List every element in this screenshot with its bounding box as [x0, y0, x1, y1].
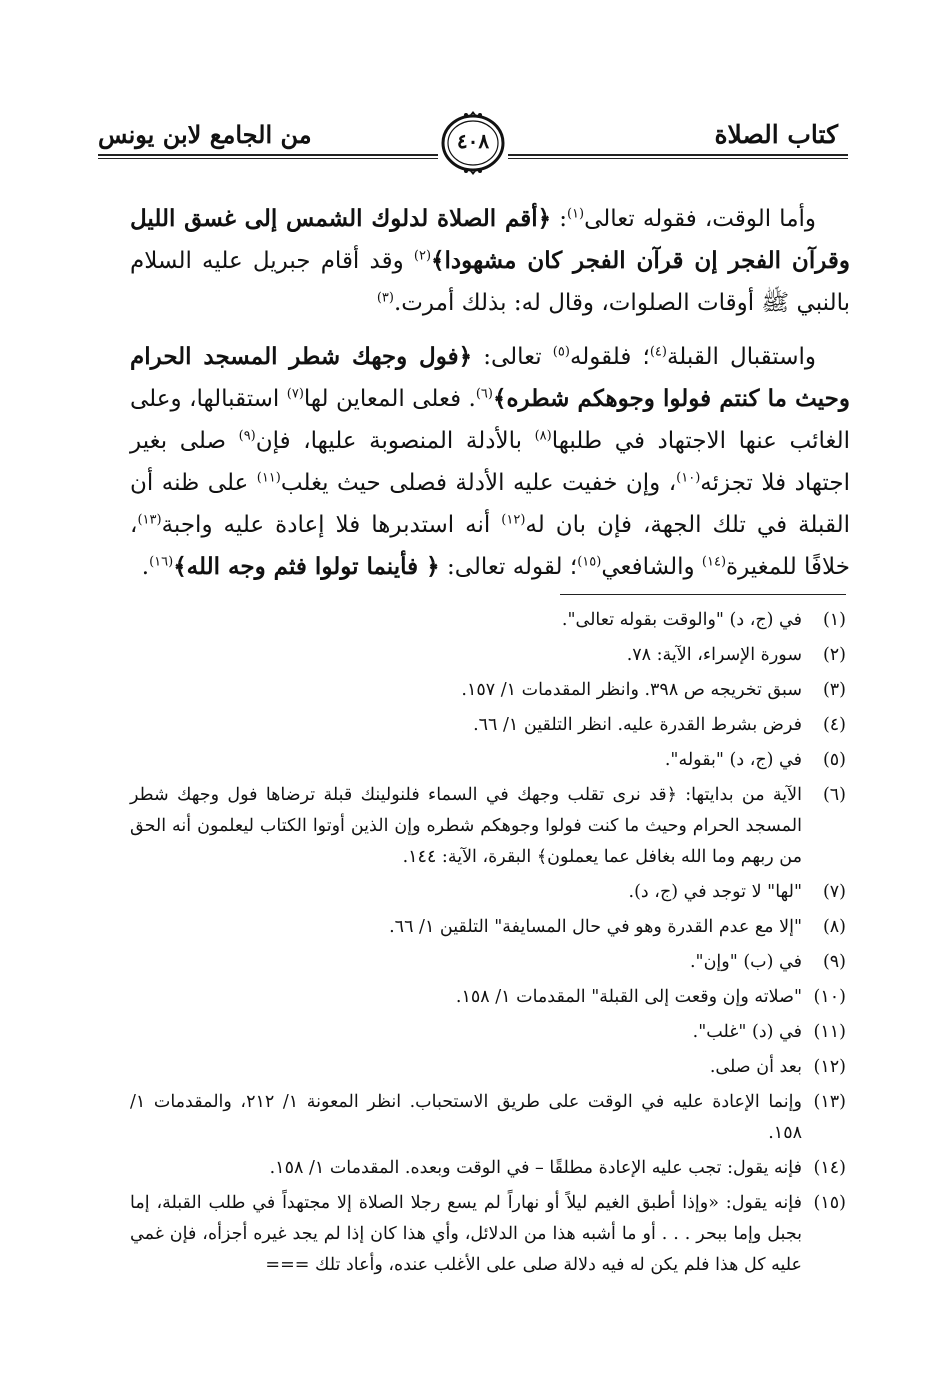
paragraph-qibla [130, 336, 850, 588]
footnote-ref: (٢) [413, 248, 432, 264]
footnote-ref: (١٤) [701, 554, 727, 570]
footnote [130, 605, 846, 636]
footnote-ref: (٦) [475, 386, 493, 402]
footnote-text: وإنما الإعادة عليه في الوقت على طريق الاستحباب. انظر المعونة ١/ ٢١٢، والمقدمات ١/ ١٥٨. [130, 1092, 802, 1143]
text-run: ؛ لقوله تعالى: [439, 554, 578, 580]
footnote-number: (٧) [822, 882, 846, 902]
footnote-text: فإنه يقول: تجب عليه الإعادة مطلقًا – في الوقت وبعده. المقدمات ١/ ١٥٨. [269, 1158, 802, 1178]
text-run: ؛ فلقوله [569, 344, 650, 370]
footnote-text: بعد أن صلى. [709, 1057, 802, 1077]
footnote [130, 947, 846, 978]
footnote-ref: (١٣) [137, 512, 162, 528]
footnote-text: في (ج، د) "والوقت بقوله تعالى". [561, 610, 802, 630]
footnote-text: سورة الإسراء، الآية: ٧٨. [626, 645, 802, 665]
footnotes [130, 605, 846, 1285]
footnote [130, 982, 846, 1013]
text-run: تعالى: [472, 344, 553, 370]
text-run: صلى بغير اجتهاد فلا تجزئه [130, 428, 850, 496]
footnote-number: (٩) [822, 952, 846, 972]
text-run: وقد أقام جبريل عليه السلام بالنبي ﷺ أوقات الصلوات، وقال له: بذلك أمرت. [130, 248, 850, 316]
footnote-text: "لها" لا توجد في (ج، د). [628, 882, 802, 902]
footnote-ref: (١٢) [501, 512, 526, 528]
footnote-ref: (٨) [534, 428, 552, 444]
footnote [130, 710, 846, 741]
footnote-number: (١٣) [813, 1092, 846, 1112]
footnote-text: في (ب) "وإن". [689, 952, 802, 972]
quran-verse: ﴿فول وجهك شطر المسجد الحرام وحيث ما كنتم فولوا وجوهكم شطره﴾ [130, 343, 850, 412]
text-run: . [141, 554, 150, 580]
footnote-number: (٣) [822, 680, 846, 700]
paragraph-time [130, 198, 850, 324]
footnote-number: (١٤) [813, 1158, 846, 1178]
footnote [130, 877, 846, 908]
footnote-text: "إلا مع عدم القدرة وهو في حال المسايفة" التلقين ١/ ٦٦. [389, 917, 802, 937]
text-run: ، خلافًا للمغيرة [130, 512, 850, 580]
quran-verse: ﴿أقم الصلاة لدلوك الشمس إلى غسق الليل وقرآن الفجر إن قرآن الفجر كان مشهودا﴾ [130, 205, 851, 274]
footnote-number: (٢) [822, 645, 846, 665]
footnote-text: فإنه يقول: «وإذا أطبق الغيم ليلاً أو نهاراً لم يسع رجلا الصلاة إلا مجتهداً في طلب القبلة، إما بجبل وإما ببحر . . . أو ما أشبه هذا من الدلائل، وأي هذا كان إذا لم يجد غيره أجزأه، فإن غمي عليه كل هذا فلم يكن له فيه دلالة صلى على الأغلب عنده، وأعاد تلك === [130, 1193, 802, 1275]
text-run: بالأدلة المنصوبة عليها، فإن [255, 428, 535, 454]
footnote-number: (١٢) [813, 1057, 846, 1077]
footnote-ref: (٥) [552, 344, 570, 360]
text-run: واستقبال القبلة [666, 344, 816, 370]
footnote-ref: (١٥) [577, 554, 602, 570]
footnote-ref: (٩) [238, 428, 256, 444]
footnote-separator [560, 594, 846, 595]
text-run: على ظنه أن القبلة في تلك الجهة، فإن بان له [130, 470, 851, 538]
footnote-text: في (د) "غلب". [692, 1022, 802, 1042]
footnote-number: (١) [822, 610, 846, 630]
footnote [130, 1052, 846, 1083]
footnote [130, 745, 846, 776]
footnote [130, 1087, 846, 1149]
footnote-number: (٤) [822, 715, 846, 735]
footnote-text: فرض بشرط القدرة عليه. انظر التلقين ١/ ٦٦. [473, 715, 802, 735]
footnote-number: (١٠) [813, 987, 846, 1007]
footnote-number: (١١) [813, 1022, 846, 1042]
main-text [130, 198, 850, 600]
footnote [130, 1153, 846, 1184]
text-run: وأما الوقت، فقوله تعالى [584, 206, 817, 232]
page-number: ٤٠٨ [456, 129, 490, 153]
footnote-ref: (٣) [376, 290, 394, 306]
text-run: أنه استدبرها فلا إعادة عليه واجبة [161, 512, 502, 538]
footnote [130, 1188, 846, 1281]
chapter-title: كتاب الصلاة [714, 120, 838, 149]
text-run: . فعلى المعاين لها [303, 386, 476, 412]
footnote-number: (٥) [822, 750, 846, 770]
book-title: من الجامع لابن يونس [98, 120, 312, 149]
footnote [130, 675, 846, 706]
text-run: والشافعي [601, 554, 702, 580]
text-run: استقبالها، وعلى الغائب عنها الاجتهاد في طلبها [130, 386, 850, 454]
footnote-text: في (ج، د) "بقوله". [664, 750, 802, 770]
footnote-ref: (٧) [286, 386, 304, 402]
footnote-number: (١٥) [813, 1193, 846, 1213]
page-header [98, 110, 848, 180]
footnote-ref: (١٦) [149, 554, 174, 570]
footnote-text: "صلاته وإن وقعت إلى القبلة" المقدمات ١/ ١٥٨. [455, 987, 802, 1007]
quran-verse: ﴿ فأينما تولوا فثم وجه الله﴾ [173, 553, 440, 580]
footnote-number: (٦) [822, 785, 846, 805]
page-number-ornament [438, 108, 508, 178]
footnote-text: الآية من بدايتها: ﴿قد نرى تقلب وجهك في السماء فلنولينك قبلة ترضاها فول وجهك شطر المسجد الحرام وحيث ما كنت فولوا وجوهكم شطره وإن الذين أوتوا الكتاب ليعلمون أنه الحق من ربهم وما الله بغافل عما يعملون﴾ البقرة، الآية: ١٤٤. [130, 785, 802, 867]
footnote [130, 1017, 846, 1048]
text-run: : [551, 206, 567, 232]
text-run: ، وإن خفيت عليه الأدلة فصلى حيث يغلب [280, 470, 677, 496]
footnote-ref: (٤) [649, 344, 667, 360]
footnote-ref: (١) [566, 206, 585, 222]
footnote [130, 912, 846, 943]
footnote-number: (٨) [822, 917, 846, 937]
footnote-ref: (١١) [256, 470, 281, 486]
footnote-ref: (١٠) [676, 470, 701, 486]
footnote [130, 780, 846, 873]
footnote-text: سبق تخريجه ص ٣٩٨. وانظر المقدمات ١/ ١٥٧. [461, 680, 802, 700]
footnote [130, 640, 846, 671]
